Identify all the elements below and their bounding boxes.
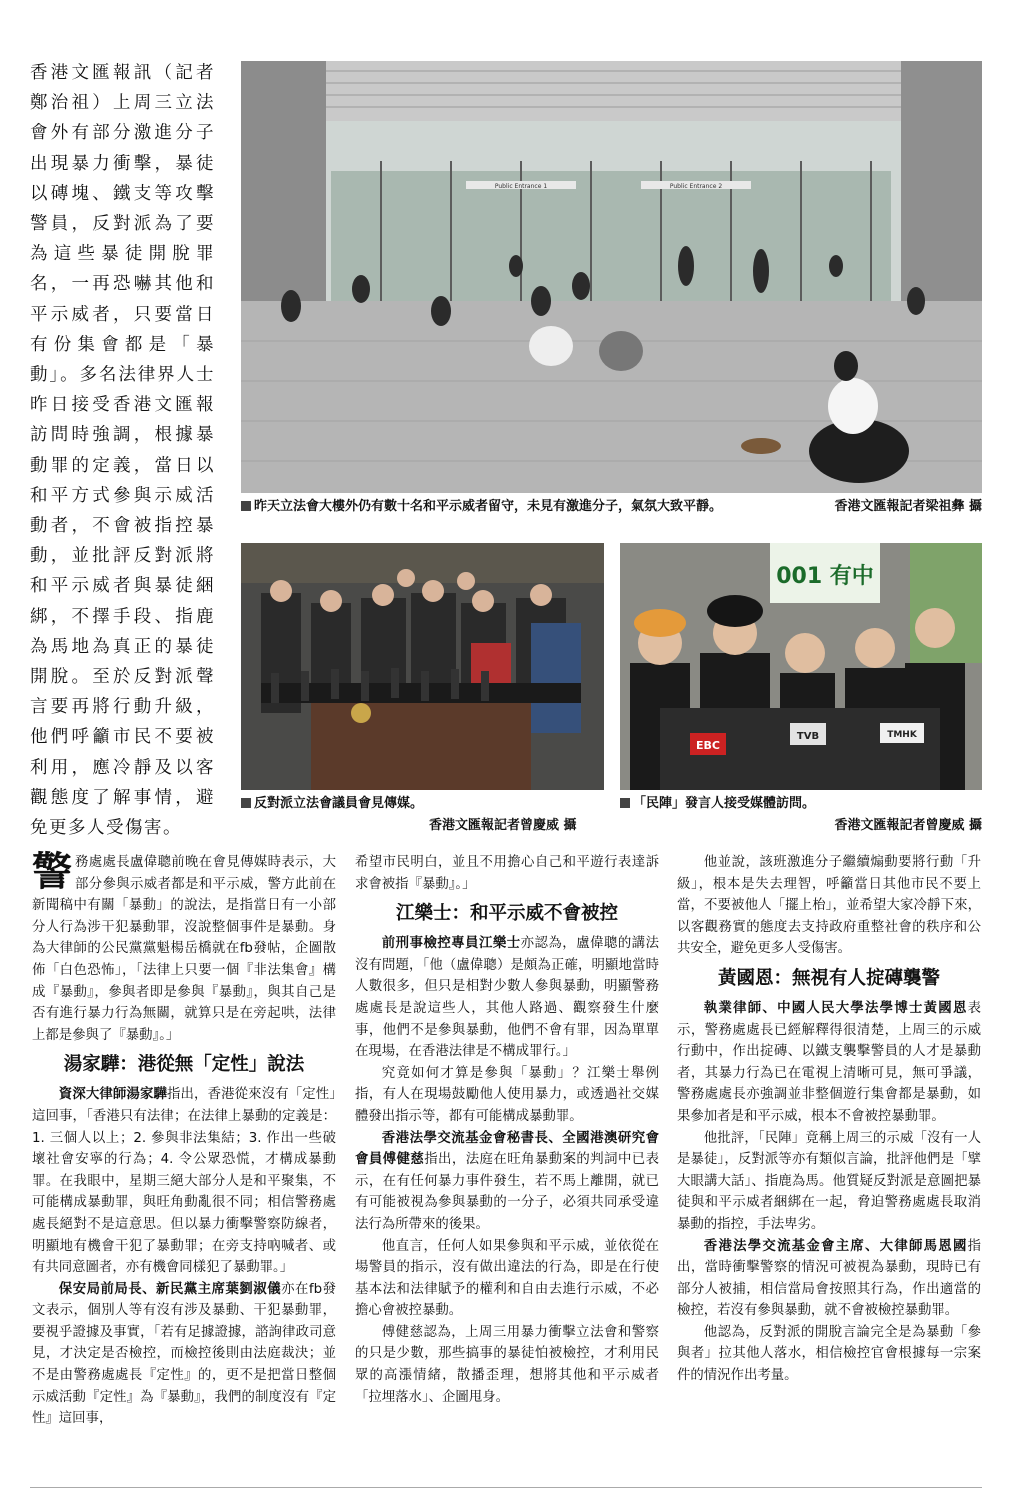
left-photo-credit: 香港文匯報記者曾慶威 攝 bbox=[429, 818, 577, 833]
col1-p1-text: 務處處長盧偉聰前晚在會見傳媒時表示，大部分參與示威者都是和平示威，警方此前在新聞稿中有關「暴動」的說法，是指當日有一小部分人行為涉干犯暴動罪，沒說整個事件是暴動。身為大律師的公民黨黨魁楊岳橋就在fb發帖，企圖散佈「白色恐怖」，「法律上只要一個『非法集會』構成『暴動』，參與者即是參與『暴動』，與其自己是否有進行暴力行為無關，就算只是在旁起哄，法律上都是參與了『暴動』。」 bbox=[32, 855, 336, 1043]
photo-pan-democrats-press bbox=[241, 543, 604, 790]
caption-square-icon bbox=[620, 798, 630, 808]
col2-paragraph-5: 傅健慈認為，上周三用暴力衝擊立法會和警察的只是少數，那些搞事的暴徒怕被檢控，才利用民眾的高漲情緒，散播歪理，想將其他和平示威者「拉埋落水」、企圖甩身。 bbox=[355, 1324, 659, 1405]
col2-p3-text: 指出，法庭在旺角暴動案的判詞中已表示，在有任何暴力事件發生，若不馬上離開，就已有可能被視為參與暴動的一分子，必須共同承受違法行為所帶來的後果。 bbox=[355, 1152, 660, 1232]
left-photo-caption-row bbox=[241, 795, 423, 813]
mic-label-ebc: EBC bbox=[696, 739, 720, 752]
main-photo-caption: 昨天立法會大樓外仍有數十名和平示威者留守，未見有激進分子，氣氛大致平靜。 bbox=[254, 499, 723, 514]
lead-paragraph: 香港文匯報訊（記者 鄭治祖）上周三立法會外有部分激進分子出現暴力衝擊，暴徒以磚塊、鐵支等攻擊警員，反對派為了要為這些暴徒開脫罪名，一再恐嚇其他和平示威者，只要當日有份集會都是「暴動」。多名法律界人士昨日接受香港文匯報訪問時強調，根據暴動罪的定義，當日以和平方式參與示威活動者，不會被指控暴動，並批評反對派將和平示威者與暴徒綑綁，不擇手段、指鹿為馬地為真正的暴徒開脫。至於反對派聲言要再將行動升級，他們呼籲市民不要被利用，應冷靜及以客觀態度了解事情，避免更多人受傷害。 bbox=[30, 63, 215, 839]
photo-chrf-spokesperson bbox=[620, 543, 982, 790]
col3-p2-text: 表示，警務處處長已經解釋得很清楚，上周三的示威行動中，作出掟磚、以鐵支襲擊警員的人才是暴動者，其暴力行為已在電視上清晰可見，無可爭議，警務處處長亦強調並非整個遊行集會都是暴動，如果參加者是和平示威，根本不會被控暴動罪。 bbox=[677, 1000, 981, 1124]
col3-p2-source: 執業律師、中國人民大學法學博士黃國恩 bbox=[703, 1000, 968, 1016]
col2-paragraph-0: 希望市民明白，並且不用擔心自己和平遊行表達訴求會被指『暴動』。」 bbox=[355, 855, 659, 892]
public-entrance-1-sign: Public Entrance 1 bbox=[494, 183, 548, 190]
col1-p2-text: 指出，香港從來沒有「定性」這回事，「香港只有法律；在法律上暴動的定義是：1. 三個人以上；2. 參與非法集結；3. 作出一些破壞社會安寧的行為；4. 令公眾恐慌，才構成暴動罪。在我眼中，星期三絕大部分人是和平聚集，不可能構成暴動罪，與旺角動亂很不同；相信警務處處長絕對不是這意思。但以暴力衝擊警察防線者，明顯地有機會干犯了暴動罪；在旁支持吶喊者、或有共同意圖者，亦有機會同樣犯了暴動罪。」 bbox=[32, 1087, 336, 1276]
right-photo-caption-row bbox=[620, 795, 815, 813]
col1-paragraph-1 bbox=[32, 849, 336, 1046]
col1-p3-source: 保安局前局長、新民黨主席葉劉淑儀 bbox=[58, 1281, 282, 1297]
left-photo-caption: 反對派立法會議員會見傳媒。 bbox=[254, 796, 424, 811]
mic-label-tvb: TVB bbox=[796, 731, 820, 742]
caption-square-icon bbox=[241, 501, 251, 511]
caption-square-icon bbox=[241, 798, 251, 808]
main-photo-caption-row bbox=[241, 498, 722, 516]
legco-scene-illustration bbox=[241, 61, 982, 493]
col1-paragraph-3 bbox=[32, 1279, 336, 1430]
protest-banner-text: 001 有中 bbox=[776, 564, 874, 589]
mic-label-tmhk: TMHK bbox=[887, 730, 917, 740]
col2-paragraph-4: 他直言，任何人如果參與和平示威，並依從在場警員的指示，沒有做出違法的行為，即是在行使基本法和法律賦予的權利和自由去進行示威，不必擔心會被控暴動。 bbox=[355, 1238, 659, 1319]
article-column-3 bbox=[677, 852, 981, 1387]
col1-paragraph-2 bbox=[32, 1084, 336, 1278]
col1-p3-text: 亦在fb發文表示，個別人等有沒有涉及暴動、干犯暴動罪，要視乎證據及事實，「若有足據證據，諮詢律政司意見，才決定是否檢控，而檢控後則由法庭裁決；並不是由警務處處長『定性』的，更不是把當日整個示威活動『定性』為『暴動』，我們的制度沒有『定性』這回事， bbox=[32, 1281, 337, 1427]
col3-subheading: 黃國恩：無視有人掟磚襲警 bbox=[717, 967, 940, 989]
col3-p4-text: 指出，當時衝擊警察的情況可被視為暴動，現時已有部分人被捕，相信當局會按照其行為，作出適當的檢控，若沒有參與暴動，就不會被檢控暴動罪。 bbox=[677, 1238, 981, 1319]
article-column-2 bbox=[355, 852, 659, 1408]
col2-p1-source: 前刑事檢控專員江樂士 bbox=[381, 936, 521, 952]
col3-paragraph-3: 他批評，「民陣」竟稱上周三的示威「沒有一人是暴徒」，反對派等亦有類似言論，批評他們是「擘大眼講大話」、指鹿為馬。他質疑反對派是意圖把暴徒與和平示威者綑綁在一起，脅迫警務處處長取消暴動的指控，手法卑劣。 bbox=[677, 1130, 981, 1232]
col2-paragraph-2: 究竟如何才算是參與「暴動」？江樂士舉例指，有人在現場鼓勵他人使用暴力，或透過社交媒體發出指示等，都有可能構成暴動罪。 bbox=[355, 1065, 659, 1124]
photo-legco-entrance bbox=[241, 61, 982, 493]
article-column-1 bbox=[32, 849, 337, 1430]
col2-p1-text: 亦認為，盧偉聰的講法沒有問題，「他（盧偉聰）是頗為正確，明顯地當時人數很多，但只是相對少數人參與暴動，明顯警務處處長是說這些人，其他人路過、觀察發生什麼事，他們不是參與暴動，他們不會有罪，因為單單在現場，在香港法律是不構成罪行。」 bbox=[355, 936, 660, 1060]
col1-subheading: 湯家驊：港從無「定性」說法 bbox=[63, 1054, 305, 1076]
right-photo-credit: 香港文匯報記者曾慶威 攝 bbox=[834, 818, 982, 833]
col3-paragraph-2 bbox=[677, 998, 981, 1128]
col2-subheading: 江樂士：和平示威不會被控 bbox=[395, 903, 618, 925]
media-interview-illustration bbox=[620, 543, 982, 790]
col3-paragraph-4 bbox=[677, 1236, 981, 1322]
col3-paragraph-1: 他並說，該班激進分子繼續煽動要將行動「升級」，根本是失去理智，呼籲當日其他市民不要上當，不要被他人「擺上枱」，並希望大家冷靜下來，以客觀務實的態度去支持政府重整社會的秩序和公共安全，避免更多人受傷害。 bbox=[677, 855, 981, 957]
col3-paragraph-5: 他認為，反對派的開脫言論完全是為暴動「參與者」拉其他人落水，相信檢控官會根據每一宗案件的情況作出考量。 bbox=[677, 1324, 981, 1384]
public-entrance-2-sign: Public Entrance 2 bbox=[669, 183, 723, 190]
col2-p3-source: 香港法學交流基金會秘書長、全國港澳研究會會員傅健慈 bbox=[355, 1130, 659, 1168]
main-photo-credit: 香港文匯報記者梁祖彝 攝 bbox=[834, 499, 982, 514]
col1-p2-source: 資深大律師湯家驊 bbox=[58, 1087, 167, 1103]
col2-paragraph-1 bbox=[355, 933, 659, 1063]
col2-paragraph-3 bbox=[355, 1128, 659, 1236]
bottom-rule bbox=[30, 1487, 982, 1488]
press-conference-illustration bbox=[241, 543, 604, 790]
right-photo-caption: 「民陣」發言人接受媒體訪問。 bbox=[633, 796, 816, 811]
dropcap: 警 bbox=[32, 849, 72, 895]
col3-p4-source: 香港法學交流基金會主席、大律師馬恩國 bbox=[703, 1238, 968, 1254]
